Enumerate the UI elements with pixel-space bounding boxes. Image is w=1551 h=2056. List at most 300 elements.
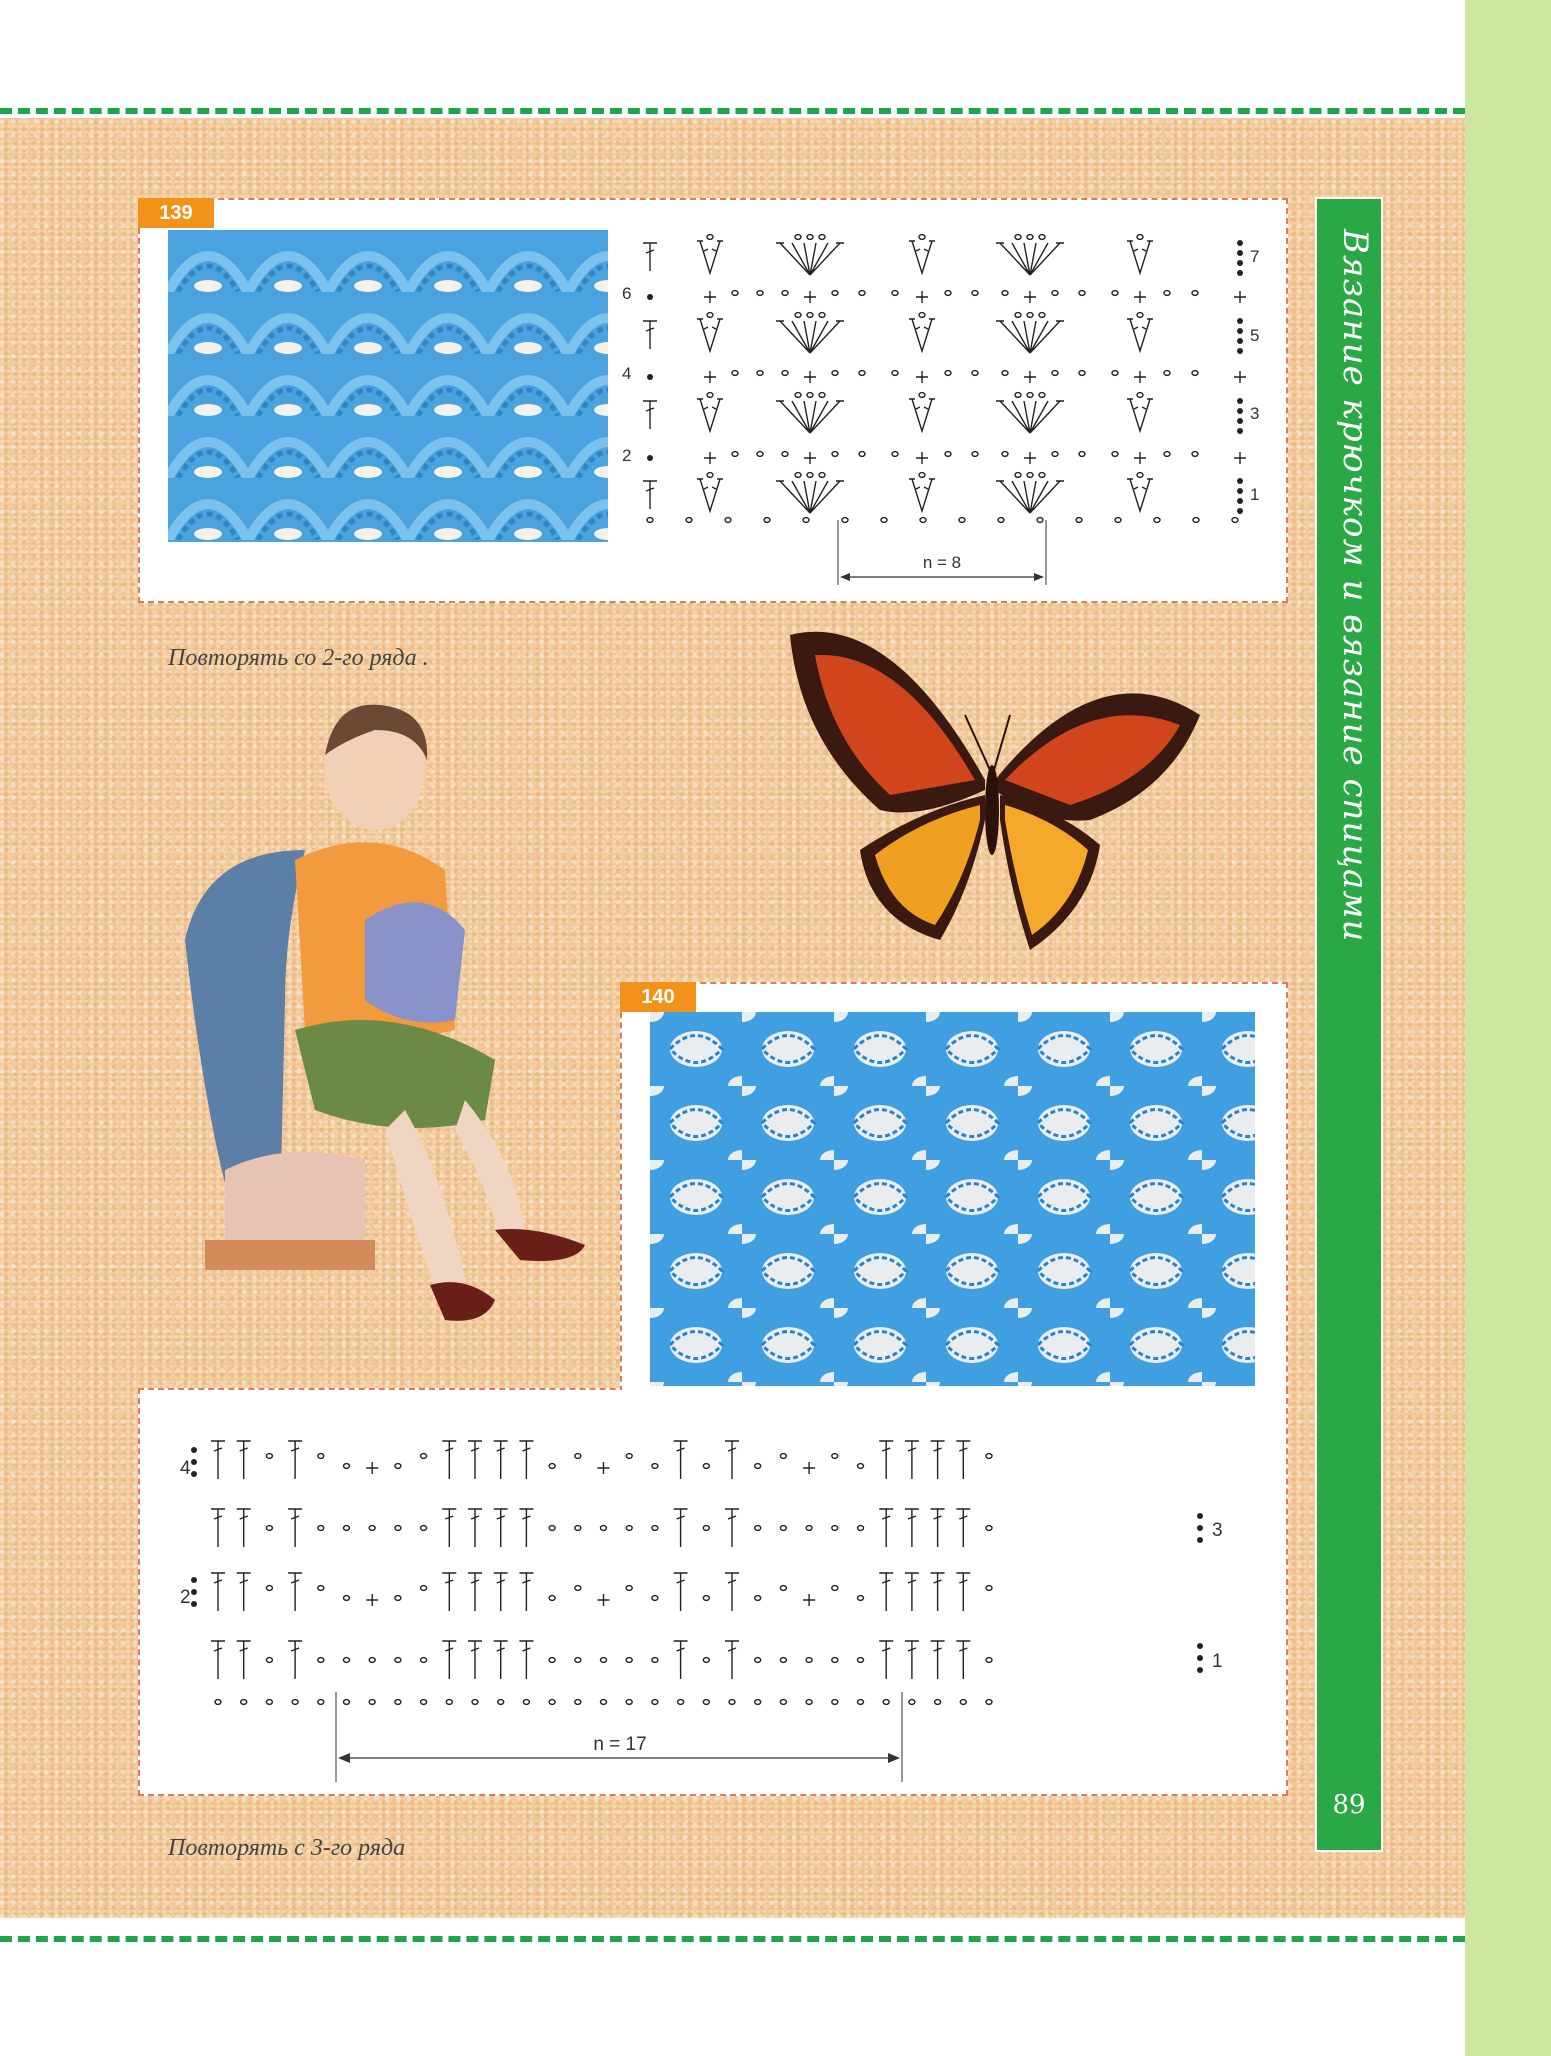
- chain-stitch-symbol: [986, 1526, 992, 1531]
- chain-stitch-symbol: [686, 518, 692, 523]
- chain-stitch-symbol: [757, 452, 763, 457]
- v-stitch-symbol: [697, 241, 723, 273]
- chain-stitch-symbol: [1079, 371, 1085, 376]
- chain-stitch-symbol: [472, 1700, 478, 1705]
- chain-stitch-symbol: [986, 1658, 992, 1663]
- chain-stitch-symbol: [892, 371, 898, 376]
- single-crochet-symbol: [1024, 371, 1036, 383]
- chain-stitch-symbol: [764, 518, 770, 523]
- chain-stitch-symbol: [421, 1700, 427, 1705]
- chain-stitch-symbol: [1192, 371, 1198, 376]
- chain-stitch-symbol: [344, 1596, 350, 1601]
- chain-stitch-symbol: [344, 1526, 350, 1531]
- chain-stitch-symbol: [575, 1700, 581, 1705]
- single-crochet-symbol: [704, 291, 716, 303]
- slip-stitch-symbol: [191, 1601, 197, 1607]
- row-number-5: 5: [1250, 326, 1260, 345]
- chain-stitch-symbol: [1079, 452, 1085, 457]
- chain-stitch-symbol: [395, 1658, 401, 1663]
- chain-stitch-symbol: [1076, 518, 1082, 523]
- chain-stitch-symbol: [795, 473, 801, 478]
- chain-stitch-symbol: [395, 1464, 401, 1469]
- single-crochet-symbol: [803, 1594, 815, 1606]
- chain-stitch-symbol: [732, 371, 738, 376]
- slip-stitch-symbol: [1237, 318, 1243, 324]
- double-crochet-symbol: [237, 1441, 251, 1479]
- chain-stitch-symbol: [601, 1526, 607, 1531]
- chain-stitch-symbol: [1193, 518, 1199, 523]
- shell-stitch-symbol: [776, 321, 844, 353]
- chain-stitch-symbol: [652, 1526, 658, 1531]
- chain-stitch-symbol: [832, 371, 838, 376]
- chain-stitch-symbol: [652, 1700, 658, 1705]
- chain-stitch-symbol: [707, 313, 713, 318]
- chain-stitch-symbol: [859, 452, 865, 457]
- slip-stitch-symbol: [191, 1447, 197, 1453]
- pattern-139-chart: [610, 215, 1280, 595]
- chapter-tab: [1315, 197, 1383, 1852]
- chain-stitch-symbol: [780, 1526, 786, 1531]
- chain-stitch-symbol: [1027, 235, 1033, 240]
- chain-stitch-symbol: [421, 1658, 427, 1663]
- single-crochet-symbol: [366, 1462, 378, 1474]
- slip-stitch-symbol: [1237, 428, 1243, 434]
- double-crochet-symbol: [879, 1641, 893, 1679]
- chain-stitch-symbol: [780, 1700, 786, 1705]
- chain-stitch-symbol: [935, 1700, 941, 1705]
- slip-stitch-symbol: [1237, 478, 1243, 484]
- single-crochet-symbol: [1024, 291, 1036, 303]
- double-crochet-symbol: [468, 1573, 482, 1611]
- chain-stitch-symbol: [318, 1700, 324, 1705]
- chain-stitch-symbol: [421, 1454, 427, 1459]
- v-stitch-symbol: [1127, 399, 1153, 431]
- chain-stitch-symbol: [755, 1658, 761, 1663]
- shell-stitch-symbol: [776, 481, 844, 513]
- v-stitch-symbol: [909, 479, 935, 511]
- chain-stitch-symbol: [1015, 473, 1021, 478]
- single-crochet-symbol: [1234, 291, 1246, 303]
- double-crochet-symbol: [237, 1509, 251, 1547]
- chain-stitch-symbol: [832, 291, 838, 296]
- slip-stitch-symbol: [1197, 1655, 1203, 1661]
- chain-stitch-symbol: [725, 518, 731, 523]
- slip-stitch-symbol: [1237, 260, 1243, 266]
- chain-stitch-symbol: [1079, 291, 1085, 296]
- chain-stitch-symbol: [1137, 473, 1143, 478]
- chain-stitch-symbol: [1052, 371, 1058, 376]
- chain-stitch-symbol: [832, 1700, 838, 1705]
- chain-stitch-symbol: [601, 1700, 607, 1705]
- v-stitch-symbol: [909, 241, 935, 273]
- chain-stitch-symbol: [755, 1526, 761, 1531]
- chain-stitch-symbol: [780, 1454, 786, 1459]
- chain-stitch-symbol: [832, 452, 838, 457]
- chain-stitch-symbol: [369, 1700, 375, 1705]
- chain-stitch-symbol: [1039, 313, 1045, 318]
- row-number-2: 2: [180, 1587, 191, 1608]
- chain-stitch-symbol: [832, 1454, 838, 1459]
- chain-stitch-symbol: [1137, 313, 1143, 318]
- double-crochet-symbol: [442, 1573, 456, 1611]
- v-stitch-symbol: [1127, 241, 1153, 273]
- row-number-6: 6: [622, 284, 632, 303]
- double-crochet-symbol: [931, 1509, 945, 1547]
- slip-stitch-symbol: [1237, 338, 1243, 344]
- slip-stitch-symbol: [191, 1459, 197, 1465]
- chain-stitch-symbol: [832, 1526, 838, 1531]
- chain-stitch-symbol: [732, 291, 738, 296]
- chain-stitch-symbol: [920, 518, 926, 523]
- single-crochet-symbol: [916, 371, 928, 383]
- double-crochet-symbol: [288, 1573, 302, 1611]
- slip-stitch-symbol: [1237, 328, 1243, 334]
- chain-stitch-symbol: [858, 1596, 864, 1601]
- single-crochet-symbol: [1024, 452, 1036, 464]
- single-crochet-symbol: [704, 371, 716, 383]
- chain-stitch-symbol: [892, 452, 898, 457]
- chain-stitch-symbol: [549, 1596, 555, 1601]
- chain-stitch-symbol: [909, 1700, 915, 1705]
- chain-stitch-symbol: [1112, 291, 1118, 296]
- chain-stitch-symbol: [266, 1700, 272, 1705]
- chain-stitch-symbol: [626, 1526, 632, 1531]
- chain-stitch-symbol: [1027, 313, 1033, 318]
- chain-stitch-symbol: [395, 1526, 401, 1531]
- chain-stitch-symbol: [757, 291, 763, 296]
- chain-stitch-symbol: [806, 1526, 812, 1531]
- chain-stitch-symbol: [986, 1454, 992, 1459]
- row-number-3: 3: [1250, 404, 1260, 423]
- chain-stitch-symbol: [575, 1586, 581, 1591]
- v-stitch-symbol: [697, 399, 723, 431]
- double-crochet-symbol: [879, 1509, 893, 1547]
- chain-stitch-symbol: [1112, 452, 1118, 457]
- chain-stitch-symbol: [1115, 518, 1121, 523]
- double-crochet-symbol: [468, 1641, 482, 1679]
- double-crochet-symbol: [211, 1573, 225, 1611]
- double-crochet-symbol: [468, 1509, 482, 1547]
- double-crochet-symbol: [905, 1641, 919, 1679]
- chain-stitch-symbol: [1112, 371, 1118, 376]
- chain-stitch-symbol: [703, 1596, 709, 1601]
- chain-stitch-symbol: [498, 1700, 504, 1705]
- single-crochet-symbol: [366, 1594, 378, 1606]
- chain-stitch-symbol: [652, 1464, 658, 1469]
- chain-stitch-symbol: [678, 1700, 684, 1705]
- double-crochet-symbol: [879, 1441, 893, 1479]
- double-crochet-symbol: [674, 1441, 688, 1479]
- v-stitch-symbol: [1127, 479, 1153, 511]
- chain-stitch-symbol: [755, 1700, 761, 1705]
- v-stitch-symbol: [1127, 319, 1153, 351]
- chain-stitch-symbol: [626, 1454, 632, 1459]
- chain-stitch-symbol: [647, 518, 653, 523]
- pattern-139-caption: Повторять со 2-го ряда .: [168, 645, 429, 671]
- pattern-139-badge: 139: [138, 198, 214, 228]
- double-crochet-symbol: [494, 1509, 508, 1547]
- chain-stitch-symbol: [782, 291, 788, 296]
- double-crochet-symbol: [643, 321, 657, 349]
- repeat-arrow-left-head: [338, 1753, 350, 1763]
- knitting-woman-figurine: [165, 700, 605, 1360]
- chain-stitch-symbol: [807, 473, 813, 478]
- chain-stitch-symbol: [241, 1700, 247, 1705]
- v-stitch-symbol: [909, 399, 935, 431]
- chain-stitch-symbol: [1137, 393, 1143, 398]
- chain-stitch-symbol: [703, 1464, 709, 1469]
- slip-stitch-symbol: [1237, 488, 1243, 494]
- chain-stitch-symbol: [806, 1658, 812, 1663]
- chain-stitch-symbol: [1052, 452, 1058, 457]
- chain-stitch-symbol: [1164, 291, 1170, 296]
- chain-stitch-symbol: [1027, 473, 1033, 478]
- slip-stitch-symbol: [1237, 240, 1243, 246]
- double-crochet-symbol: [494, 1641, 508, 1679]
- double-crochet-symbol: [956, 1441, 970, 1479]
- slip-stitch-symbol: [1197, 1667, 1203, 1673]
- v-stitch-symbol: [697, 319, 723, 351]
- shell-stitch-symbol: [996, 401, 1064, 433]
- single-crochet-symbol: [916, 291, 928, 303]
- row-number-4: 4: [180, 1458, 191, 1479]
- chain-stitch-symbol: [972, 371, 978, 376]
- double-crochet-symbol: [288, 1441, 302, 1479]
- double-crochet-symbol: [494, 1573, 508, 1611]
- chain-stitch-symbol: [883, 1700, 889, 1705]
- double-crochet-symbol: [211, 1441, 225, 1479]
- slip-stitch-symbol: [1197, 1537, 1203, 1543]
- chain-stitch-symbol: [1052, 291, 1058, 296]
- chain-stitch-symbol: [842, 518, 848, 523]
- double-crochet-symbol: [288, 1509, 302, 1547]
- chain-stitch-symbol: [1002, 452, 1008, 457]
- chain-stitch-symbol: [652, 1596, 658, 1601]
- pattern-140-badge: 140: [620, 982, 696, 1012]
- pattern-139-swatch-photo: [168, 230, 608, 542]
- chain-stitch-symbol: [945, 371, 951, 376]
- chain-stitch-symbol: [1164, 452, 1170, 457]
- chain-stitch-symbol: [757, 371, 763, 376]
- slip-stitch-symbol: [191, 1577, 197, 1583]
- chain-stitch-symbol: [881, 518, 887, 523]
- chain-stitch-symbol: [707, 235, 713, 240]
- chain-stitch-symbol: [919, 313, 925, 318]
- chain-stitch-symbol: [1039, 473, 1045, 478]
- double-crochet-symbol: [674, 1509, 688, 1547]
- chain-stitch-symbol: [266, 1526, 272, 1531]
- double-crochet-symbol: [931, 1441, 945, 1479]
- chain-stitch-symbol: [858, 1658, 864, 1663]
- single-crochet-symbol: [803, 1462, 815, 1474]
- bottom-dashed-divider: [0, 1936, 1465, 1942]
- chain-stitch-symbol: [344, 1464, 350, 1469]
- repeat-arrow-right-head: [1034, 573, 1044, 581]
- double-crochet-symbol: [468, 1441, 482, 1479]
- chain-stitch-symbol: [795, 235, 801, 240]
- chain-stitch-symbol: [549, 1700, 555, 1705]
- double-crochet-symbol: [519, 1641, 533, 1679]
- chain-stitch-symbol: [523, 1700, 529, 1705]
- chain-stitch-symbol: [780, 1658, 786, 1663]
- slip-stitch-symbol: [1237, 270, 1243, 276]
- chain-stitch-symbol: [1232, 518, 1238, 523]
- chain-stitch-symbol: [858, 1526, 864, 1531]
- repeat-arrow-left-head: [840, 573, 850, 581]
- repeat-arrow-right-head: [888, 1753, 900, 1763]
- slip-stitch-symbol: [1237, 250, 1243, 256]
- row-number-1: 1: [1212, 1651, 1223, 1672]
- double-crochet-symbol: [211, 1509, 225, 1547]
- shell-stitch-symbol: [996, 481, 1064, 513]
- chain-stitch-symbol: [819, 313, 825, 318]
- single-crochet-symbol: [804, 291, 816, 303]
- chain-stitch-symbol: [945, 452, 951, 457]
- slip-stitch-symbol: [1197, 1525, 1203, 1531]
- top-dashed-divider: [0, 108, 1465, 114]
- single-crochet-symbol: [1134, 291, 1146, 303]
- chain-stitch-symbol: [795, 393, 801, 398]
- chain-stitch-symbol: [1164, 371, 1170, 376]
- double-crochet-symbol: [674, 1573, 688, 1611]
- double-crochet-symbol: [237, 1573, 251, 1611]
- double-crochet-symbol: [442, 1641, 456, 1679]
- pattern-140-chart: [170, 1420, 1250, 1790]
- chain-stitch-symbol: [707, 473, 713, 478]
- chain-stitch-symbol: [707, 393, 713, 398]
- slip-stitch-symbol: [1237, 418, 1243, 424]
- page-edge-strip: [1465, 0, 1551, 2056]
- butterfly-illustration: [770, 620, 1210, 960]
- chain-stitch-symbol: [803, 518, 809, 523]
- double-crochet-symbol: [237, 1641, 251, 1679]
- chain-stitch-symbol: [626, 1700, 632, 1705]
- chain-stitch-symbol: [755, 1464, 761, 1469]
- chain-stitch-symbol: [395, 1700, 401, 1705]
- chain-stitch-symbol: [945, 291, 951, 296]
- chain-stitch-symbol: [626, 1586, 632, 1591]
- double-crochet-symbol: [211, 1641, 225, 1679]
- single-crochet-symbol: [1134, 452, 1146, 464]
- single-crochet-symbol: [804, 371, 816, 383]
- chain-stitch-symbol: [1039, 393, 1045, 398]
- chain-stitch-symbol: [292, 1700, 298, 1705]
- chain-stitch-symbol: [1037, 518, 1043, 523]
- pattern-140-caption: Повторять с 3-го ряда: [168, 1835, 406, 1861]
- double-crochet-symbol: [956, 1641, 970, 1679]
- chain-stitch-symbol: [1015, 313, 1021, 318]
- chain-stitch-symbol: [832, 1658, 838, 1663]
- chain-stitch-symbol: [344, 1658, 350, 1663]
- repeat-label: n = 8: [922, 553, 962, 572]
- double-crochet-symbol: [905, 1441, 919, 1479]
- chain-stitch-symbol: [806, 1700, 812, 1705]
- chain-stitch-symbol: [919, 393, 925, 398]
- chain-stitch-symbol: [986, 1586, 992, 1591]
- chain-stitch-symbol: [369, 1658, 375, 1663]
- double-crochet-symbol: [674, 1641, 688, 1679]
- double-crochet-symbol: [288, 1641, 302, 1679]
- chain-stitch-symbol: [1015, 393, 1021, 398]
- chain-stitch-symbol: [395, 1596, 401, 1601]
- chain-stitch-symbol: [986, 1700, 992, 1705]
- single-crochet-symbol: [1234, 452, 1246, 464]
- chain-stitch-symbol: [626, 1658, 632, 1663]
- chain-stitch-symbol: [318, 1586, 324, 1591]
- shell-stitch-symbol: [996, 321, 1064, 353]
- double-crochet-symbol: [725, 1641, 739, 1679]
- chain-stitch-symbol: [998, 518, 1004, 523]
- chain-stitch-symbol: [318, 1658, 324, 1663]
- chain-stitch-symbol: [729, 1700, 735, 1705]
- chain-stitch-symbol: [755, 1596, 761, 1601]
- single-crochet-symbol: [916, 452, 928, 464]
- double-crochet-symbol: [519, 1573, 533, 1611]
- double-crochet-symbol: [905, 1573, 919, 1611]
- chain-stitch-symbol: [266, 1454, 272, 1459]
- row-number-3: 3: [1212, 1520, 1223, 1541]
- single-crochet-symbol: [1134, 371, 1146, 383]
- chain-stitch-symbol: [549, 1658, 555, 1663]
- chain-stitch-symbol: [215, 1700, 221, 1705]
- chain-stitch-symbol: [1002, 291, 1008, 296]
- double-crochet-symbol: [725, 1509, 739, 1547]
- chain-stitch-symbol: [344, 1700, 350, 1705]
- chain-stitch-symbol: [859, 291, 865, 296]
- repeat-label: n = 17: [593, 1734, 647, 1755]
- chain-stitch-symbol: [652, 1658, 658, 1663]
- chain-stitch-symbol: [780, 1586, 786, 1591]
- row-number-1: 1: [1250, 485, 1260, 504]
- row-number-7: 7: [1250, 247, 1260, 266]
- shell-stitch-symbol: [776, 401, 844, 433]
- chain-stitch-symbol: [859, 371, 865, 376]
- chain-stitch-symbol: [807, 235, 813, 240]
- chain-stitch-symbol: [1192, 452, 1198, 457]
- chain-stitch-symbol: [972, 452, 978, 457]
- chain-stitch-symbol: [575, 1454, 581, 1459]
- double-crochet-symbol: [956, 1509, 970, 1547]
- chain-stitch-symbol: [892, 291, 898, 296]
- chain-stitch-symbol: [575, 1658, 581, 1663]
- double-crochet-symbol: [643, 481, 657, 509]
- double-crochet-symbol: [905, 1509, 919, 1547]
- slip-stitch-symbol: [1237, 408, 1243, 414]
- chain-stitch-symbol: [421, 1526, 427, 1531]
- page-number: 89: [1332, 1790, 1366, 1820]
- chain-stitch-symbol: [732, 452, 738, 457]
- chain-stitch-symbol: [807, 313, 813, 318]
- chain-stitch-symbol: [807, 393, 813, 398]
- chain-stitch-symbol: [369, 1526, 375, 1531]
- slip-stitch-symbol: [647, 294, 653, 300]
- chain-stitch-symbol: [819, 473, 825, 478]
- slip-stitch-symbol: [1237, 348, 1243, 354]
- chain-stitch-symbol: [1039, 235, 1045, 240]
- double-crochet-symbol: [931, 1641, 945, 1679]
- shell-stitch-symbol: [776, 243, 844, 275]
- double-crochet-symbol: [519, 1509, 533, 1547]
- chain-stitch-symbol: [858, 1700, 864, 1705]
- chain-stitch-symbol: [703, 1700, 709, 1705]
- chain-stitch-symbol: [549, 1526, 555, 1531]
- single-crochet-symbol: [598, 1594, 610, 1606]
- chain-stitch-symbol: [819, 393, 825, 398]
- chain-stitch-symbol: [782, 371, 788, 376]
- single-crochet-symbol: [1234, 371, 1246, 383]
- double-crochet-symbol: [494, 1441, 508, 1479]
- chain-stitch-symbol: [318, 1454, 324, 1459]
